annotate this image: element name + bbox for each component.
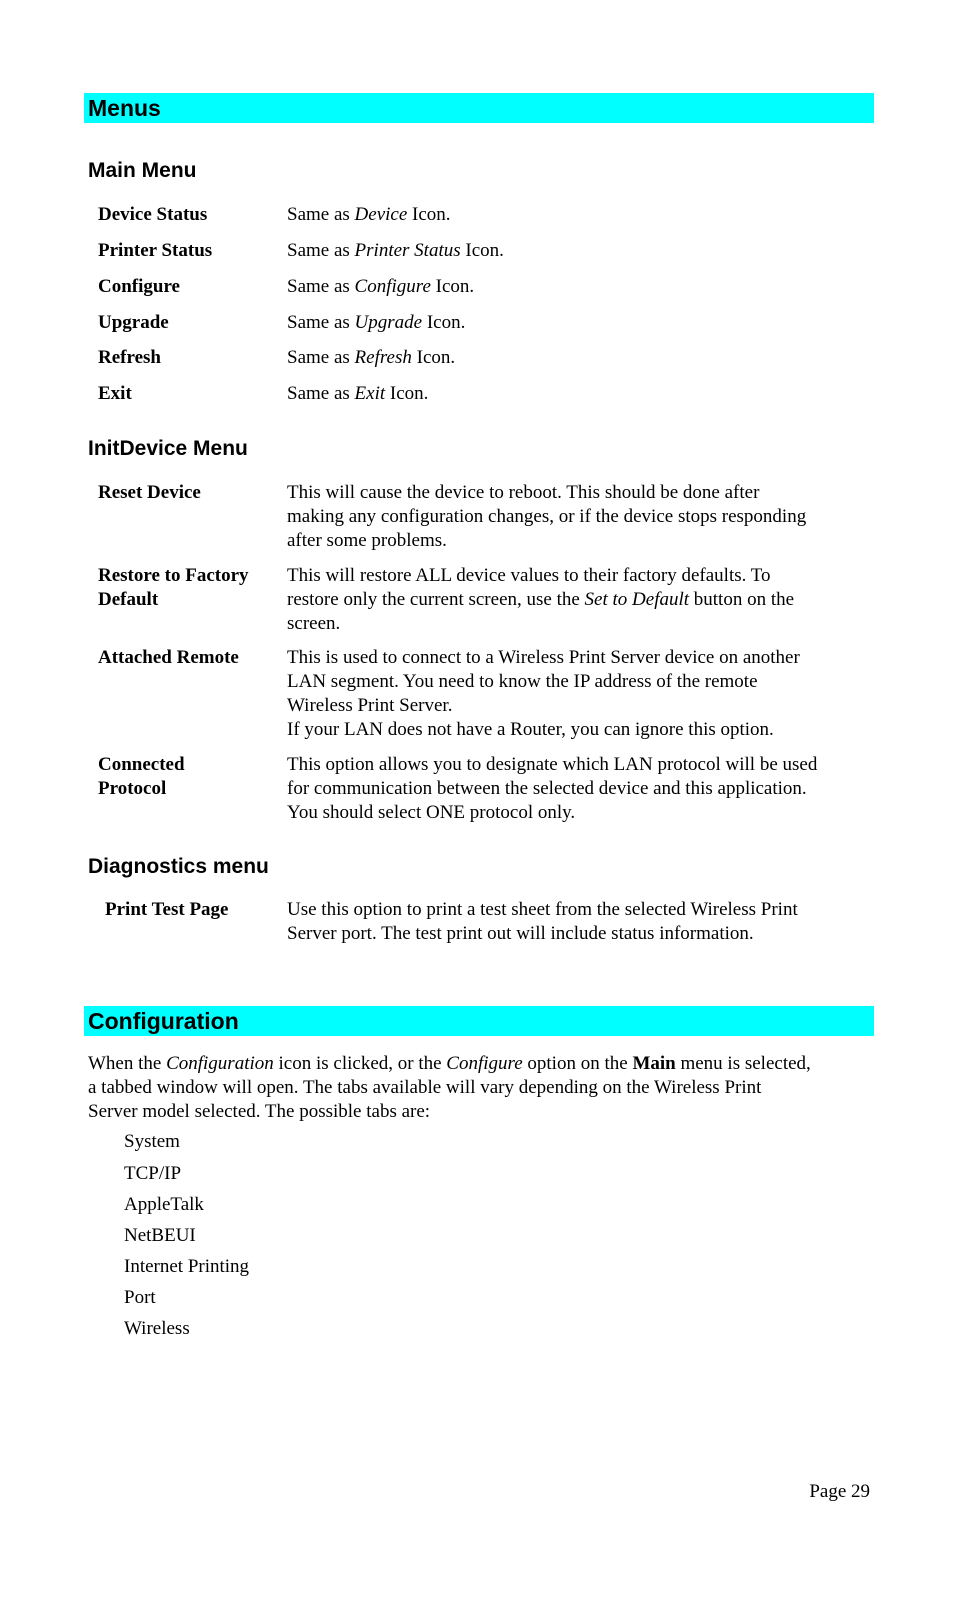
tab-list-item: Port	[124, 1287, 156, 1308]
section-heading-configuration: Configuration	[84, 1006, 874, 1036]
menu-description: Use this option to print a test sheet from the selected Wireless Print Server port. The test print out will include status information.	[287, 899, 798, 944]
menu-description: This will restore ALL device values to their factory defaults. To restore only the current screen, use the Set to Default button on the screen.	[287, 565, 795, 634]
section-heading-menus: Menus	[84, 93, 874, 123]
menu-term: Reset Device	[98, 482, 201, 503]
menu-description: This is used to connect to a Wireless Print Server device on another LAN segment. You need to know the IP address of the remote Wireless Print Server. If your LAN does not have a Router, you can ignore this option.	[287, 647, 800, 740]
page-number: Page 29	[809, 1481, 870, 1502]
menu-term: Refresh	[98, 347, 161, 368]
menu-description: Same as Device Icon.	[287, 204, 451, 225]
menu-description: Same as Printer Status Icon.	[287, 240, 504, 261]
tab-list-item: Internet Printing	[124, 1256, 250, 1277]
menu-term: Upgrade	[98, 312, 169, 333]
menu-term: Configure	[98, 276, 180, 297]
menu-term: Device Status	[98, 204, 208, 225]
menu-description: Same as Refresh Icon.	[287, 347, 456, 368]
tab-list-item: AppleTalk	[124, 1194, 204, 1215]
tab-list-item: NetBEUI	[124, 1225, 196, 1246]
tab-list-item: Wireless	[124, 1318, 190, 1339]
menu-description: This option allows you to designate which LAN protocol will be used for communication between the selected device and this application. You should select ONE protocol only.	[287, 754, 818, 823]
menu-term: Exit	[98, 383, 132, 404]
tab-list-item: TCP/IP	[124, 1163, 182, 1184]
menu-description: Same as Upgrade Icon.	[287, 312, 466, 333]
tab-list-item: System	[124, 1131, 180, 1152]
menu-term: Connected Protocol	[98, 754, 185, 799]
menu-term: Restore to Factory Default	[98, 565, 249, 610]
menu-description: Same as Exit Icon.	[287, 383, 429, 404]
subheading-diagnostics-menu: Diagnostics menu	[88, 855, 269, 878]
subheading-main-menu: Main Menu	[88, 159, 197, 182]
menu-term: Print Test Page	[105, 899, 229, 920]
subheading-initdevice-menu: InitDevice Menu	[88, 437, 248, 460]
menu-term: Printer Status	[98, 240, 213, 261]
menu-term: Attached Remote	[98, 647, 239, 668]
menu-description: This will cause the device to reboot. This should be done after making any configuration changes, or if the device stops responding after some problems.	[287, 482, 807, 551]
configuration-intro: When the Configuration icon is clicked, or the Configure option on the Main menu is selected, a tabbed window will open. The tabs available will vary depending on the Wireless Print Server model selected. The possible tabs are:	[88, 1053, 811, 1122]
menu-description: Same as Configure Icon.	[287, 276, 475, 297]
